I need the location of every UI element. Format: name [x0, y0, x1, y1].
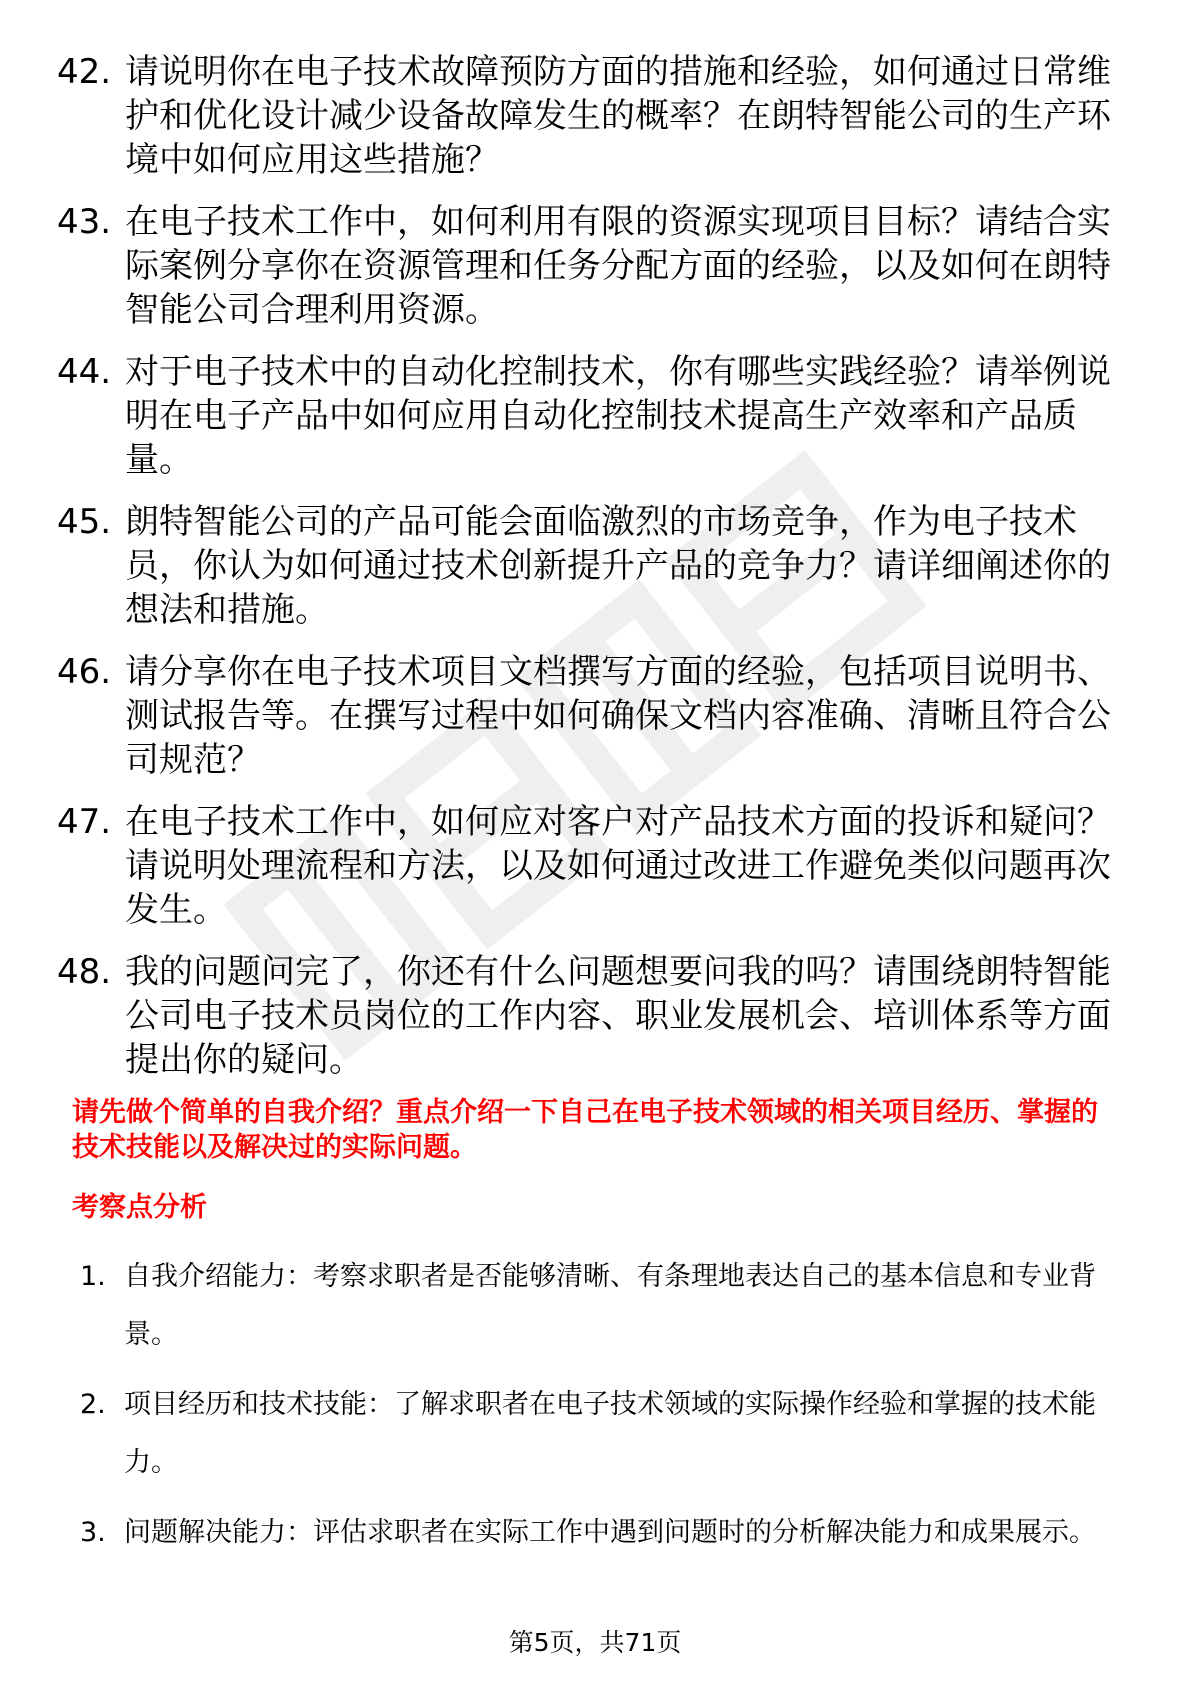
point-number: 3.	[80, 1517, 106, 1548]
question-item	[57, 200, 1127, 332]
question-number: 45.	[57, 502, 112, 542]
question-number: 48.	[57, 952, 112, 992]
question-item	[57, 950, 1127, 1082]
point-text: 项目经历和技术技能：了解求职者在电子技术领域的实际操作经验和掌握的技术能力。	[124, 1389, 1096, 1478]
analysis-point	[80, 1504, 1130, 1562]
question-item	[57, 650, 1127, 782]
question-text: 我的问题问完了，你还有什么问题想要问我的吗？请围绕朗特智能公司电子技术员岗位的工作内容、职业发展机会、培训体系等方面提出你的疑问。	[125, 952, 1111, 1080]
question-number: 43.	[57, 202, 112, 242]
question-item	[57, 500, 1127, 632]
point-number: 2.	[80, 1389, 106, 1420]
question-text: 朗特智能公司的产品可能会面临激烈的市场竞争，作为电子技术员，你认为如何通过技术创新提升产品的竞争力？请详细阐述你的想法和措施。	[125, 502, 1111, 630]
question-list	[57, 50, 1127, 1100]
question-number: 46.	[57, 652, 112, 692]
question-item	[57, 800, 1127, 932]
point-number: 1.	[80, 1261, 106, 1292]
analysis-heading: 考察点分析	[72, 1192, 207, 1223]
question-text: 在电子技术工作中，如何应对客户对产品技术方面的投诉和疑问？请说明处理流程和方法，以及如何通过改进工作避免类似问题再次发生。	[125, 802, 1111, 930]
question-item	[57, 50, 1127, 182]
question-number: 47.	[57, 802, 112, 842]
question-text: 请说明你在电子技术故障预防方面的措施和经验，如何通过日常维护和优化设计减少设备故障发生的概率？在朗特智能公司的生产环境中如何应用这些措施？	[125, 52, 1111, 180]
analysis-points	[80, 1248, 1130, 1574]
analysis-point	[80, 1248, 1130, 1364]
point-text: 自我介绍能力：考察求职者是否能够清晰、有条理地表达自己的基本信息和专业背景。	[124, 1261, 1096, 1350]
highlighted-question: 请先做个简单的自我介绍？重点介绍一下自己在电子技术领域的相关项目经历、掌握的技术技能以及解决过的实际问题。	[72, 1097, 1098, 1163]
question-number: 42.	[57, 52, 112, 92]
question-text: 请分享你在电子技术项目文档撰写方面的经验，包括项目说明书、测试报告等。在撰写过程中如何确保文档内容准确、清晰且符合公司规范？	[125, 652, 1111, 780]
question-item	[57, 350, 1127, 482]
question-text: 对于电子技术中的自动化控制技术，你有哪些实践经验？请举例说明在电子产品中如何应用自动化控制技术提高生产效率和产品质量。	[125, 352, 1111, 480]
point-text: 问题解决能力：评估求职者在实际工作中遇到问题时的分析解决能力和成果展示。	[124, 1517, 1096, 1548]
question-number: 44.	[57, 352, 112, 392]
question-text: 在电子技术工作中，如何利用有限的资源实现项目目标？请结合实际案例分享你在资源管理和任务分配方面的经验，以及如何在朗特智能公司合理利用资源。	[125, 202, 1111, 330]
page-footer: 第5页，共71页	[508, 1628, 682, 1657]
analysis-point	[80, 1376, 1130, 1492]
